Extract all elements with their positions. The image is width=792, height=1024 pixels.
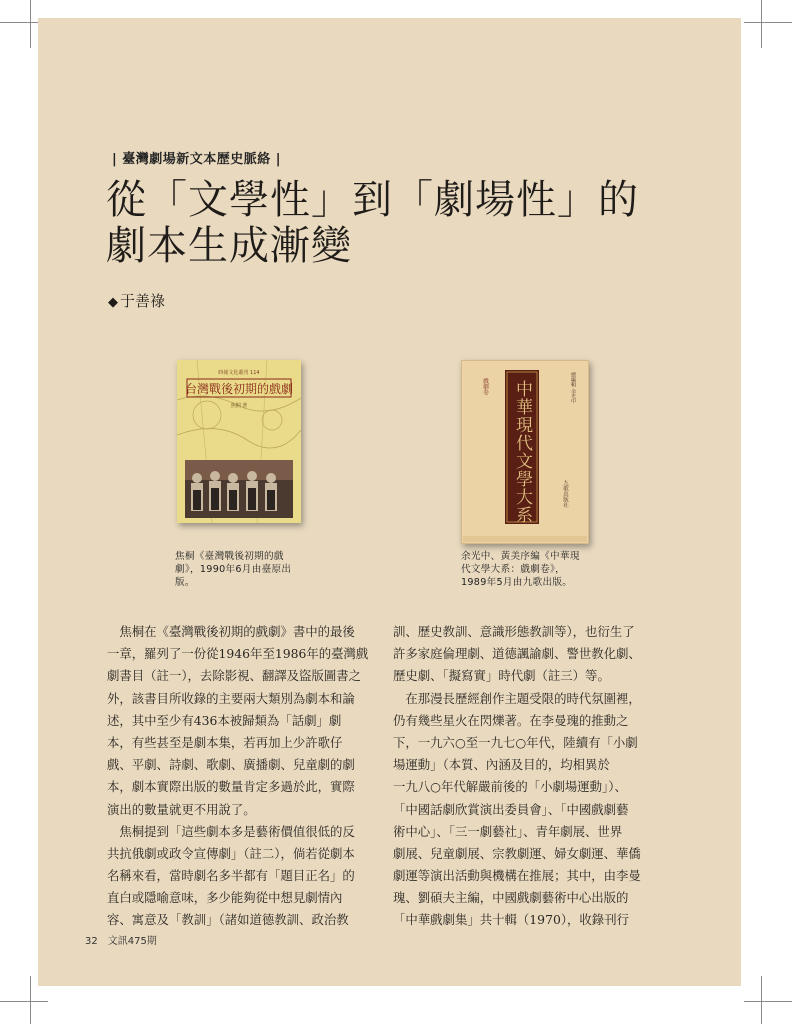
author-byline [108, 290, 165, 311]
book-cover-art [177, 360, 301, 523]
book2-side-text: 戲劇卷 [482, 378, 488, 395]
body-text-line: 在那漫長歷經創作主題受限的時代氛圍裡， [393, 690, 641, 706]
body-text-line: 外，該書目所收錄的主要兩大類別為劇本和論 [107, 690, 355, 706]
article-title [106, 177, 706, 269]
body-column-right [393, 621, 660, 932]
body-text-line: 戲、平劇、詩劇、歌劇、廣播劇、兒童劇的劇 [107, 757, 355, 773]
body-text-line: 下，一九六○至一九七○年代，陸續有「小劇 [393, 734, 638, 750]
book2-publisher: 九歌出版社 [562, 480, 568, 508]
body-text-line: 一章，羅列了一份從1946年至1986年的臺灣戲 [107, 646, 369, 662]
caption-line: 焦桐《臺灣戰後初期的戲 [175, 551, 284, 562]
body-text-line: 「中華戲劇集」共十輯（1970），收錄刊行 [393, 912, 629, 928]
caption-line: 1989年5月由九歌出版。 [461, 577, 573, 588]
caption-line: 劇》，1990年6月由臺原出 [175, 564, 292, 575]
body-text-line: 訓、歷史教訓、意識形態教訓等），也衍生了 [393, 624, 635, 639]
body-text-line: 名稱來看，當時劇名多半都有「題目正名」的 [107, 868, 355, 884]
caption-line: 代文學大系：戲劇卷》， [461, 564, 566, 575]
crop-mark [744, 22, 792, 23]
body-text-line: 場運動」（本質、內涵及目的，均相異於 [393, 757, 610, 773]
body-text-line: 仍有幾些星火在閃爍著。在李曼瑰的推動之 [393, 712, 629, 728]
body-text-line: 「中國話劇欣賞演出委員會」、「中國戲劇藝 [393, 801, 629, 817]
book1-cover-title: 台灣戰後初期的戲劇 [184, 382, 294, 396]
book-cover-image [461, 360, 589, 544]
body-text-line: 一九八○年代解嚴前後的「小劇場運動」）、 [393, 779, 627, 795]
book2-caption [461, 550, 601, 589]
body-text-line: 焦桐提到「這些劇本多是藝術價值很低的反 [107, 823, 355, 839]
body-text-line: 瑰、劉碩夫主編，中國戲劇藝術中心出版的 [393, 890, 629, 906]
body-column-left [107, 621, 374, 932]
crop-mark [30, 976, 31, 1024]
crop-mark [744, 1001, 792, 1002]
page-folio: 32 文訊475期 [85, 936, 157, 947]
body-text-line: 焦桐在《臺灣戰後初期的戲劇》書中的最後 [107, 624, 355, 639]
book1-series-label: 時報文化叢刊 114 [218, 370, 260, 376]
caption-line: 余光中、黃美序編《中華現 [461, 551, 580, 562]
crop-mark [30, 0, 31, 48]
body-text-line: 劇運等演出活動與機構在推展；其中，由李曼 [393, 868, 641, 884]
article-title-line: 從「文學性」到「劇場性」的 [106, 177, 639, 223]
section-tag: | 臺灣劇場新文本歷史脈絡 | [112, 152, 282, 167]
body-text-line: 劇書目（註一），去除影視、翻譯及盜版圖書之 [107, 668, 362, 684]
body-text-line: 本，有些甚至是劇本集，若再加上少許歌仔 [107, 734, 343, 750]
caption-line: 版。 [175, 577, 195, 588]
diamond-bullet-icon: ◆ [108, 295, 118, 310]
body-text-line: 術中心」、「三一劇藝社」、青年劇展、世界 [393, 823, 623, 839]
book2-top-label: 總編輯 余光中 [570, 372, 576, 404]
body-text-line: 許多家庭倫理劇、道德諷諭劇、警世教化劇、 [393, 646, 641, 662]
author-name: 于善祿 [120, 292, 166, 310]
crop-mark [0, 1001, 48, 1002]
body-text-line: 共抗俄劇或政令宣傳劇」（註二），倘若從劇本 [107, 845, 355, 861]
body-text-line: 述，其中至少有436本被歸類為「話劇」劇 [107, 712, 342, 728]
body-text-line: 歷史劇、「擬寫實」時代劇（註三）等。 [393, 668, 610, 684]
body-text-line: 直白或隱喻意味，多少能夠從中想見劇情內 [107, 890, 343, 906]
crop-mark [761, 976, 762, 1024]
body-text-line: 容、寓意及「教訓」（諸如道德教訓、政治教 [107, 912, 349, 928]
book1-caption [175, 550, 310, 589]
book-cover-image [177, 360, 301, 523]
body-text-line: 本，劇本實際出版的數量肯定多過於此，實際 [107, 779, 355, 795]
book-cover-art [461, 360, 589, 544]
book1-cover-author: 焦桐 著 [230, 403, 248, 409]
book2-spine-title: 中華現代文學大系 [512, 380, 532, 524]
body-text-line: 演出的數量就更不用說了。 [107, 801, 256, 817]
body-text-line: 劇展、兒童劇展、宗教劇運、婦女劇運、華僑 [393, 845, 641, 861]
crop-mark [761, 0, 762, 48]
article-title-line: 劇本生成漸變 [106, 223, 352, 269]
